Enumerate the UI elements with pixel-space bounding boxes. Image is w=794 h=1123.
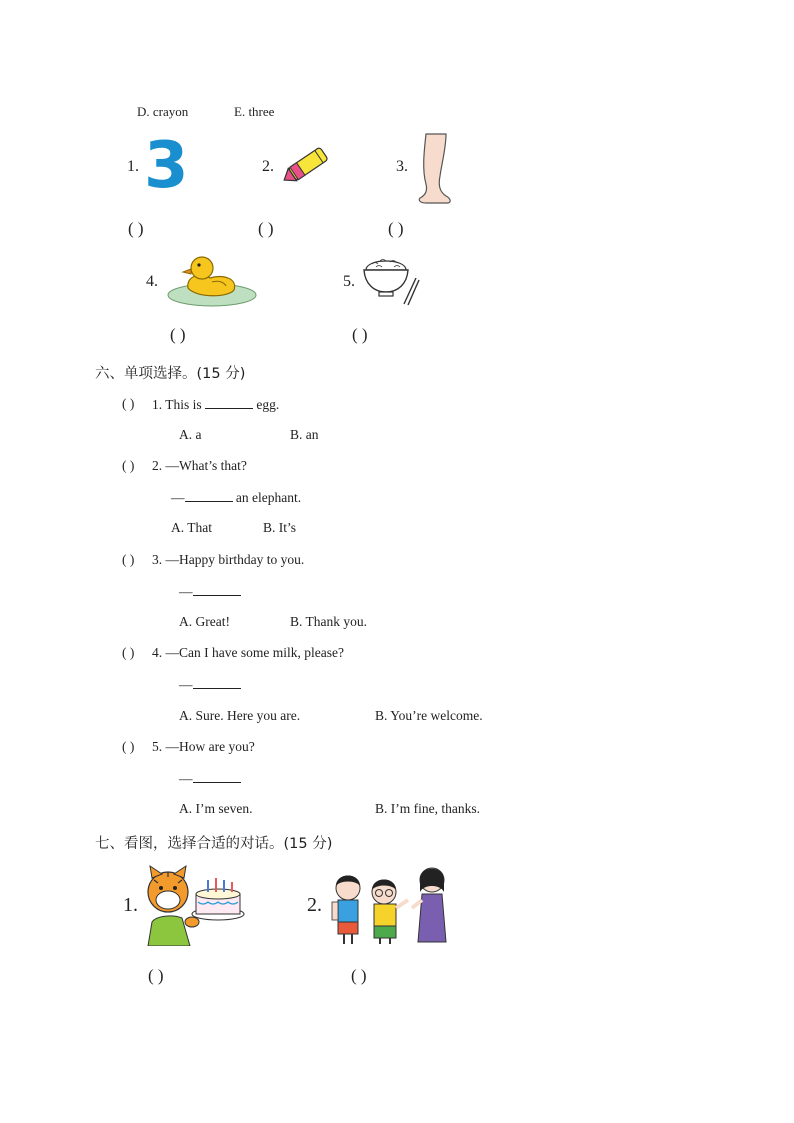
reply-line (179, 770, 241, 787)
option-b[interactable]: B. I’m fine, thanks. (375, 801, 480, 816)
answer-paren[interactable]: ( ) (351, 966, 367, 985)
reply-text: an elephant. (235, 490, 302, 505)
answer-paren[interactable]: ( ) (170, 325, 186, 344)
question-2: 2. —What’s that? (152, 458, 247, 473)
option-a[interactable]: A. That (171, 520, 212, 535)
option-b[interactable]: B. You’re welcome. (375, 708, 483, 723)
leg-icon (412, 132, 456, 206)
picture-number: 2. (262, 158, 274, 175)
answer-paren[interactable]: ( ) (122, 552, 135, 567)
answer-paren[interactable]: ( ) (128, 219, 144, 238)
answer-blank[interactable] (185, 489, 233, 502)
picture-number: 5. (343, 273, 355, 290)
rice-bowl-icon (360, 252, 420, 308)
question-text: egg. (256, 397, 280, 412)
picture-number: 3. (396, 158, 408, 175)
reply-line (179, 583, 241, 600)
option-a[interactable]: A. Sure. Here you are. (179, 708, 301, 723)
question-3: 3. —Happy birthday to you. (152, 552, 305, 567)
duck-icon (166, 250, 258, 308)
picture-number: 1. (123, 894, 138, 916)
picture-number: 2. (307, 894, 322, 916)
answer-paren[interactable]: ( ) (388, 219, 404, 238)
option-d: D. crayon (137, 104, 189, 119)
option-e: E. three (234, 104, 275, 119)
answer-blank[interactable] (205, 396, 253, 409)
question-4: 4. —Can I have some milk, please? (152, 645, 344, 660)
dash: — (179, 771, 193, 786)
section-seven-title: 七、看图，选择合适的对话。(15 分) (95, 836, 333, 852)
reply-line (179, 676, 241, 693)
option-b[interactable]: B. It’s (263, 520, 297, 535)
answer-blank[interactable] (193, 676, 241, 689)
section-six-title: 六、单项选择。(15 分) (95, 366, 246, 382)
option-b[interactable]: B. Thank you. (290, 614, 367, 629)
option-a[interactable]: A. Great! (179, 614, 230, 629)
question-1 (152, 396, 279, 413)
answer-blank[interactable] (193, 770, 241, 783)
answer-blank[interactable] (193, 583, 241, 596)
answer-paren[interactable]: ( ) (122, 645, 135, 660)
answer-paren[interactable]: ( ) (122, 458, 135, 473)
dash: — (171, 490, 185, 505)
reply-line (171, 489, 301, 506)
dash: — (179, 677, 193, 692)
question-5: 5. —How are you? (152, 739, 255, 754)
picture-number: 4. (146, 273, 158, 290)
crayon-icon (278, 143, 334, 189)
dash: — (179, 584, 193, 599)
question-text: 1. This is (152, 397, 202, 412)
tiger-with-birthday-cake-icon (142, 864, 246, 946)
answer-paren[interactable]: ( ) (352, 325, 368, 344)
picture-number: 1. (127, 158, 139, 175)
option-b[interactable]: B. an (290, 427, 319, 442)
answer-paren[interactable]: ( ) (122, 396, 135, 411)
option-a[interactable]: A. I’m seven. (179, 801, 253, 816)
answer-paren[interactable]: ( ) (122, 739, 135, 754)
option-a[interactable]: A. a (179, 427, 202, 442)
answer-paren[interactable]: ( ) (148, 966, 164, 985)
answer-paren[interactable]: ( ) (258, 219, 274, 238)
children-greeting-icon (328, 864, 450, 946)
number-three-icon: 3 (144, 129, 189, 203)
